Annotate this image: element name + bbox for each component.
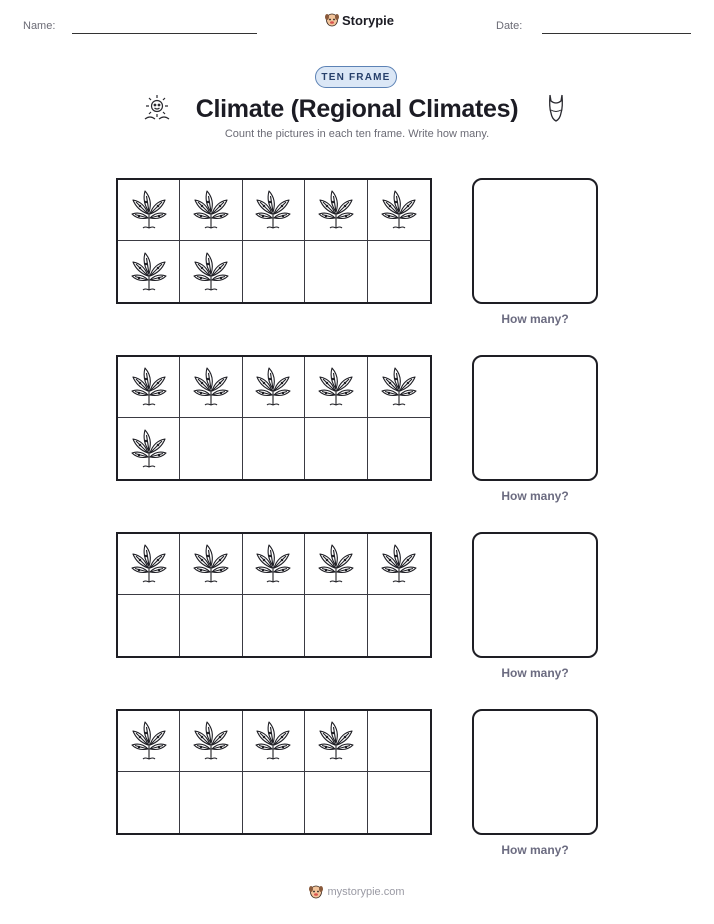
ten-frame-badge: TEN FRAME bbox=[315, 66, 397, 88]
worksheet-header bbox=[0, 0, 714, 50]
ten-frame-cell bbox=[305, 241, 367, 302]
ten-frame-cell bbox=[118, 711, 180, 772]
ten-frame-cell bbox=[368, 241, 430, 302]
how-many-label: How many? bbox=[501, 489, 569, 503]
tropical-plant-icon bbox=[252, 188, 294, 232]
ten-frame-cell bbox=[180, 772, 242, 833]
ten-frame-cell bbox=[305, 595, 367, 656]
instructions: Count the pictures in each ten frame. Write how many. bbox=[224, 128, 490, 140]
tropical-plant-icon bbox=[315, 719, 357, 763]
ten-frame-cell bbox=[368, 772, 430, 833]
how-many-label: How many? bbox=[501, 666, 569, 680]
footer bbox=[0, 884, 714, 900]
ten-frame-cell bbox=[180, 180, 242, 241]
ten-frame-cell bbox=[118, 418, 180, 479]
exercise-4 bbox=[0, 709, 714, 869]
tropical-plant-icon bbox=[128, 719, 170, 763]
tropical-plant-icon bbox=[315, 542, 357, 586]
tropical-plant-icon bbox=[128, 542, 170, 586]
ten-frame-cell bbox=[243, 534, 305, 595]
ten-frame-cell bbox=[305, 534, 367, 595]
tropical-plant-icon bbox=[128, 188, 170, 232]
ten-frame bbox=[116, 355, 432, 481]
ten-frame-cell bbox=[243, 772, 305, 833]
answer-box[interactable] bbox=[472, 709, 598, 835]
ten-frame-cell bbox=[368, 595, 430, 656]
ten-frame-cell bbox=[243, 241, 305, 302]
ten-frame-cell bbox=[243, 357, 305, 418]
answer-box[interactable] bbox=[472, 532, 598, 658]
ten-frame-cell bbox=[180, 241, 242, 302]
ten-frame-cell bbox=[243, 711, 305, 772]
tropical-plant-icon bbox=[190, 365, 232, 409]
dog-mascot-icon bbox=[309, 884, 323, 900]
ten-frame bbox=[116, 709, 432, 835]
ten-frame-cell bbox=[368, 180, 430, 241]
ten-frame-cell bbox=[180, 534, 242, 595]
exercise-2 bbox=[0, 355, 714, 515]
ten-frame-cell bbox=[368, 534, 430, 595]
footer-url: mystorypie.com bbox=[327, 886, 405, 898]
page-title: Climate (Regional Climates) bbox=[195, 95, 519, 123]
tropical-plant-icon bbox=[190, 250, 232, 294]
tropical-plant-icon bbox=[190, 719, 232, 763]
ten-frame-cell bbox=[368, 357, 430, 418]
tropical-plant-icon bbox=[190, 542, 232, 586]
swimsuit-icon bbox=[545, 93, 567, 123]
ten-frame-cell bbox=[305, 772, 367, 833]
ten-frame-cell bbox=[180, 418, 242, 479]
tropical-plant-icon bbox=[378, 365, 420, 409]
name-line[interactable] bbox=[72, 33, 257, 34]
exercise-3 bbox=[0, 532, 714, 692]
how-many-label: How many? bbox=[501, 843, 569, 857]
tropical-plant-icon bbox=[128, 365, 170, 409]
ten-frame-cell bbox=[243, 595, 305, 656]
ten-frame-cell bbox=[118, 180, 180, 241]
ten-frame-cell bbox=[243, 180, 305, 241]
name-label: Name: bbox=[23, 20, 56, 32]
tropical-plant-icon bbox=[378, 188, 420, 232]
ten-frame-cell bbox=[118, 357, 180, 418]
ten-frame bbox=[116, 532, 432, 658]
ten-frame-cell bbox=[180, 595, 242, 656]
ten-frame-cell bbox=[180, 711, 242, 772]
tropical-plant-icon bbox=[128, 250, 170, 294]
ten-frame-cell bbox=[118, 595, 180, 656]
dog-mascot-icon bbox=[325, 12, 339, 28]
tropical-plant-icon bbox=[315, 365, 357, 409]
ten-frame-cell bbox=[368, 418, 430, 479]
tropical-plant-icon bbox=[252, 542, 294, 586]
ten-frame-cell bbox=[305, 180, 367, 241]
exercise-1 bbox=[0, 178, 714, 338]
date-label: Date: bbox=[496, 20, 523, 32]
ten-frame-cell bbox=[368, 711, 430, 772]
ten-frame-cell bbox=[118, 241, 180, 302]
ten-frame-cell bbox=[305, 711, 367, 772]
brand-name: Storypie bbox=[342, 12, 395, 28]
ten-frame-cell bbox=[180, 357, 242, 418]
ten-frame-cell bbox=[243, 418, 305, 479]
ten-frame-cell bbox=[118, 772, 180, 833]
tropical-plant-icon bbox=[128, 427, 170, 471]
tropical-plant-icon bbox=[378, 542, 420, 586]
how-many-label: How many? bbox=[501, 312, 569, 326]
date-line[interactable] bbox=[542, 33, 691, 34]
ten-frame bbox=[116, 178, 432, 304]
ten-frame-cell bbox=[305, 357, 367, 418]
ten-frame-cell bbox=[118, 534, 180, 595]
answer-box[interactable] bbox=[472, 355, 598, 481]
ten-frame-cell bbox=[305, 418, 367, 479]
tropical-plant-icon bbox=[252, 719, 294, 763]
tropical-plant-icon bbox=[190, 188, 232, 232]
tropical-plant-icon bbox=[315, 188, 357, 232]
answer-box[interactable] bbox=[472, 178, 598, 304]
title-row bbox=[0, 90, 714, 130]
brand-logo bbox=[325, 12, 394, 28]
tropical-plant-icon bbox=[252, 365, 294, 409]
